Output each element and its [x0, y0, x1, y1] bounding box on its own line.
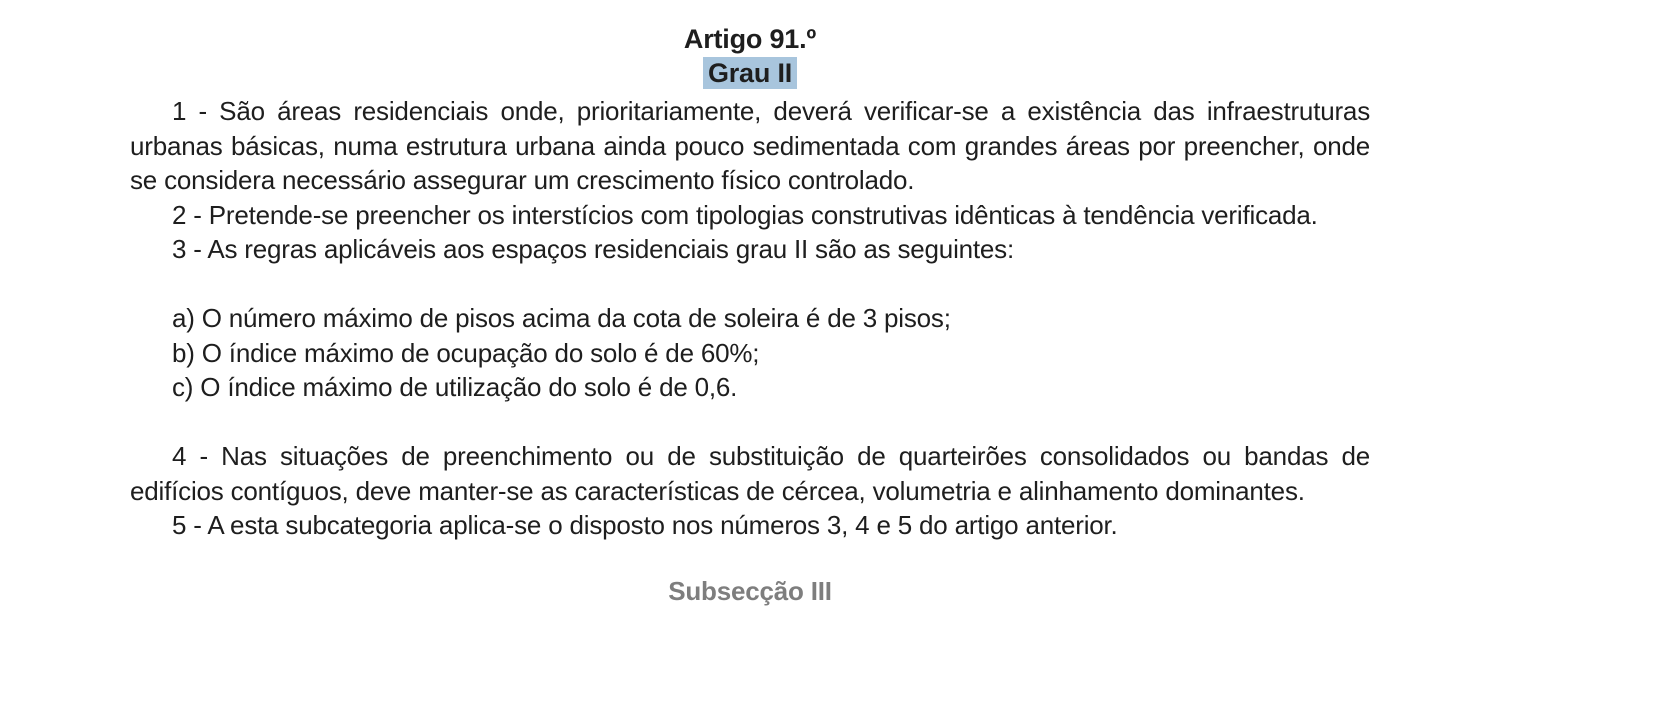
- blank-line: [130, 267, 1370, 302]
- paragraph-2: 2 - Pretende-se preencher os interstícios com tipologias construtivas idênticas à tendência verificada.: [172, 199, 1318, 230]
- article-subtitle: [130, 56, 1370, 90]
- cutoff-next-heading: Subsecção III: [668, 575, 832, 606]
- paragraph-5: 5 - A esta subcategoria aplica-se o disposto nos números 3, 4 e 5 do artigo anterior.: [172, 510, 1118, 540]
- paragraph-4: 4 - Nas situações de preenchimento ou de substituição de quarteirões consolidados ou bandas de edifícios contíguos, deve manter-se as características de cércea, volumetria e alinhamento dominantes.: [130, 441, 1370, 506]
- list-item-b: b) O índice máximo de ocupação do solo é de 60%;: [172, 337, 760, 368]
- list-item-a: a) O número máximo de pisos acima da cota de soleira é de 3 pisos;: [172, 303, 951, 333]
- paragraph-3: 3 - As regras aplicáveis aos espaços residenciais grau II são as seguintes:: [172, 234, 1015, 264]
- document-page: [130, 0, 1370, 606]
- paragraph-1: 1 - São áreas residenciais onde, prioritariamente, deverá verificar-se a existência das infraestruturas urbanas básicas, numa estrutura urbana ainda pouco sedimentada com grandes áreas por preencher, onde se considera necessário assegurar um crescimento físico controlado.: [130, 96, 1370, 195]
- blank-line: [130, 405, 1370, 440]
- highlighted-subtitle-text: Grau II: [703, 57, 797, 89]
- article-title: Artigo 91.º: [683, 24, 817, 54]
- list-item-c: c) O índice máximo de utilização do solo é de 0,6.: [172, 372, 738, 402]
